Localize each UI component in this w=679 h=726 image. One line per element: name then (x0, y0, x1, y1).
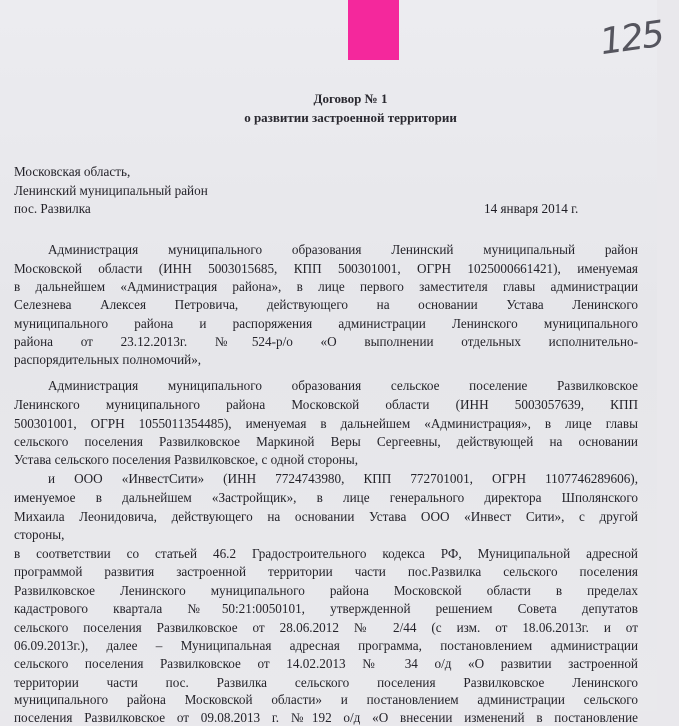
body-line: Московской области (ИНН 5003015685, КПП 500301001, ОГРН 1025000661421), именуемая (14, 261, 638, 276)
body-line: муниципального района Московской области» и постановлением администрации сельского (14, 692, 638, 707)
body-line: сельского поселения Развилковское от 14.02.2013 № 34 о/д «О развитии застроенной (14, 656, 638, 671)
handwritten-page-number: 125 (597, 13, 666, 64)
body-line: стороны, (14, 527, 65, 542)
body-line: Ленинского муниципального района Московской области (ИНН 5003057639, КПП (14, 397, 638, 412)
body-line: Устава сельского поселения Развилковское, с одной стороны, (14, 452, 359, 467)
place-settlement: пос. Развилка (14, 201, 91, 216)
body-line: Развилковское Ленинского муниципального района Московской области в пределах (14, 583, 638, 598)
body-line: сельского поселения Развилковское Маркиной Веры Сергеевны, действующей на основании (14, 434, 638, 449)
body-line: кадастрового квартала №50:21:0050101, утвержденной решением Совета депутатов (14, 601, 638, 616)
contract-title: Договор № 1 (313, 91, 388, 106)
contract-subtitle: о развитии застроенной территории (244, 110, 457, 125)
body-line: именуемое в дальнейшем «Застройщик», в лице генерального директора Шполянского (14, 490, 638, 505)
body-line: 500301001, ОГРН 1055011354485), именуемая в дальнейшем «Администрация», в лице главы (14, 416, 638, 431)
body-line: в соответствии со статьей 46.2 Градостроительного кодекса РФ, Муниципальной адресной (14, 546, 638, 561)
body-line: программой развития застроенной территории части пос.Развилка сельского поселения (14, 564, 638, 579)
body-line: Администрация муниципального образования сельское поселение Развилковское (48, 378, 638, 393)
body-line: 06.09.2013г.), далее – Муниципальная адресная программа, постановлением администрации (14, 638, 638, 653)
body-line: муниципального района и распоряжения администрации Ленинского муниципального (14, 316, 638, 331)
body-line: района от 23.12.2013г. №524-р/о «О выполнении отдельных исполнительно- (14, 334, 638, 349)
body-line: поселения Развилковское от 09.08.2013 г. №192 о/д «О внесении изменений в постановление (14, 710, 638, 725)
body-line: Администрация муниципального образования Ленинский муниципальный район (48, 242, 638, 257)
body-line: в дальнейшем «Администрация района», в лице первого заместителя главы администрации (14, 279, 638, 294)
body-line: сельского поселения Развилковское от 28.06.2012 № 2/44 (с изм. от 18.06.2013г. и от (14, 620, 638, 635)
contract-date: 14 января 2014 г. (484, 201, 579, 216)
body-line: распорядительных полномочий», (14, 352, 202, 367)
place-district: Ленинский муниципальный район (14, 183, 208, 198)
body-line: Селезнева Алексея Петровича, действующего на основании Устава Ленинского (14, 297, 638, 312)
place-region: Московская область, (14, 164, 131, 179)
body-line: и ООО «ИнвестСити» (ИНН 7724743980, КПП 772701001, ОГРН 1107746289606), (48, 471, 638, 486)
body-line: территории части пос. Развилка сельского поселения Развилковское Ленинского (14, 675, 638, 690)
body-line: Михаила Леонидовича, действующего на основании Устава ООО «Инвест Сити», с другой (14, 509, 638, 524)
pink-sticky-note (348, 0, 399, 60)
